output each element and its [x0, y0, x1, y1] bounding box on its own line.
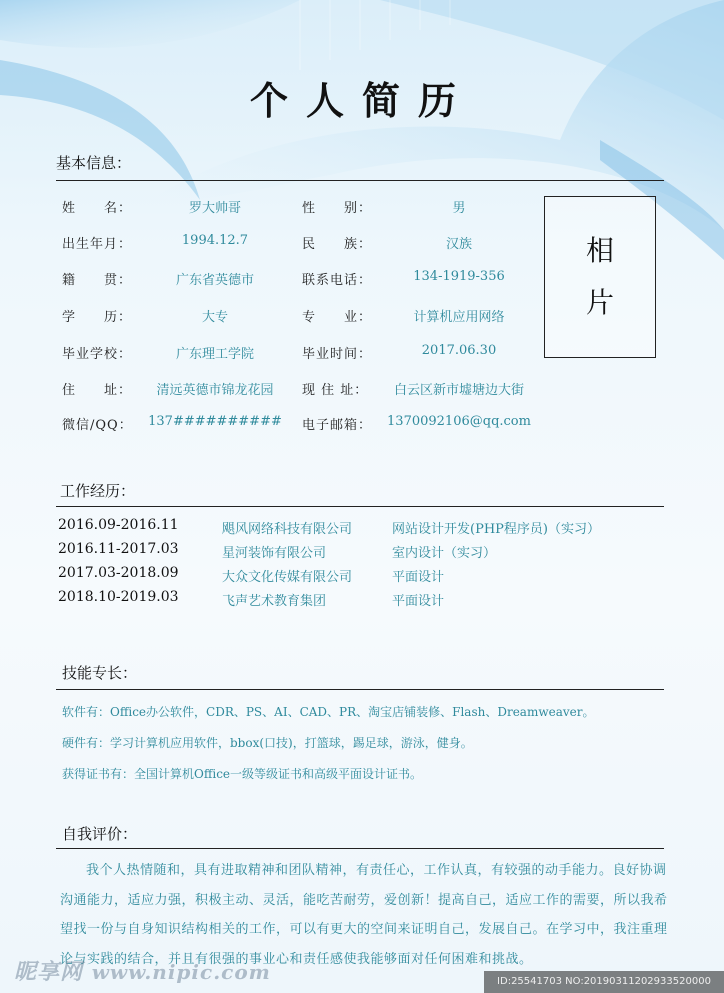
field-value: 广东理工学院 [175, 347, 254, 362]
field-value: 广东省英德市 [175, 273, 254, 288]
field-label: 微信/QQ： [62, 418, 133, 433]
field-value: 罗大帅哥 [188, 201, 241, 216]
field-value: 汉族 [445, 237, 472, 252]
basic-info-rule [56, 180, 664, 181]
work-date: 2018.10-2019.03 [58, 589, 179, 605]
photo-char: 相 [585, 234, 614, 267]
field-label: 住 址： [62, 383, 133, 398]
page-title: 个人简历 [249, 78, 474, 123]
watermark-brand-text: 昵享网 [14, 959, 84, 985]
field-label: 毕业时间： [302, 347, 373, 362]
work-company: 星河装饰有限公司 [222, 546, 327, 561]
field-value: 134-1919-356 [413, 269, 505, 284]
field-label: 学 历： [62, 310, 133, 325]
work-rule [56, 506, 664, 507]
work-role: 平面设计 [392, 594, 445, 609]
field-label: 电子邮箱： [302, 418, 373, 433]
evaluation-text: 我个人热情随和，具有进取精神和团队精神，有责任心，工作认真，有较强的动手能力。良好协调沟通能力，适应力强，积极主动、灵活，能吃苦耐劳，爱创新！提高自己，适应工作的需要，所以我希望找一份与自身知识结构相关的工作，可以有更大的空间来证明自己，发展自己。在学习中，我注重理论与实践的结合，并且有很强的事业心和责任感使我能够面对任何困难和挑战。 [60, 863, 668, 967]
work-date: 2016.11-2017.03 [58, 541, 179, 557]
skills-rule [56, 689, 664, 690]
watermark-id: ID:25541703 NO:20190311202933520000 [484, 971, 724, 993]
field-label: 专 业： [302, 310, 373, 325]
skills-heading: 技能专长： [62, 664, 138, 682]
field-label: 籍 贯： [62, 273, 133, 288]
work-role: 平面设计 [392, 570, 445, 585]
field-value: 137########## [148, 414, 282, 429]
field-label: 姓 名： [62, 201, 133, 216]
field-value: 大专 [201, 310, 228, 325]
photo-placeholder [544, 196, 656, 358]
watermark-site: www.nipic.com [91, 960, 271, 984]
basic-info-heading: 基本信息： [56, 154, 132, 172]
field-value: 2017.06.30 [421, 343, 497, 358]
field-value: 男 [452, 201, 466, 216]
field-label: 联系电话： [302, 273, 373, 288]
work-role: 网站设计开发(PHP程序员)（实习） [392, 522, 600, 537]
work-role: 室内设计（实习） [392, 546, 497, 561]
skill-item: 获得证书有：全国计算机Office一级等级证书和高级平面设计证书。 [62, 767, 423, 781]
field-label: 性 别： [302, 201, 373, 216]
skill-item: 硬件有：学习计算机应用软件，bbox(口技)，打篮球，踢足球，游泳，健身。 [62, 736, 473, 750]
field-value: 1994.12.7 [181, 233, 249, 248]
work-date: 2017.03-2018.09 [58, 565, 179, 581]
work-date: 2016.09-2016.11 [58, 517, 179, 533]
work-company: 大众文化传媒有限公司 [222, 570, 353, 585]
field-label: 民 族： [302, 237, 373, 252]
evaluation-heading: 自我评价： [62, 825, 138, 843]
field-value: 白云区新市墟塘边大街 [393, 383, 524, 398]
work-heading: 工作经历： [60, 482, 136, 500]
field-label: 出生年月： [62, 237, 133, 252]
field-label: 现 住 址： [302, 383, 369, 398]
evaluation-rule [56, 848, 664, 849]
work-company: 飞声艺术教育集团 [222, 594, 327, 609]
work-company: 飓风网络科技有限公司 [222, 522, 353, 537]
watermark-brand [14, 955, 271, 986]
field-label: 毕业学校： [62, 347, 133, 362]
field-value: 计算机应用网络 [413, 310, 505, 325]
field-value: 清远英德市锦龙花园 [156, 383, 274, 398]
photo-char: 片 [585, 286, 614, 319]
field-value: 1370092106@qq.com [387, 414, 531, 429]
skill-item: 软件有：Office办公软件，CDR、PS、AI、CAD、PR、淘宝店铺装修、Flash、Dreamweaver。 [62, 705, 595, 719]
